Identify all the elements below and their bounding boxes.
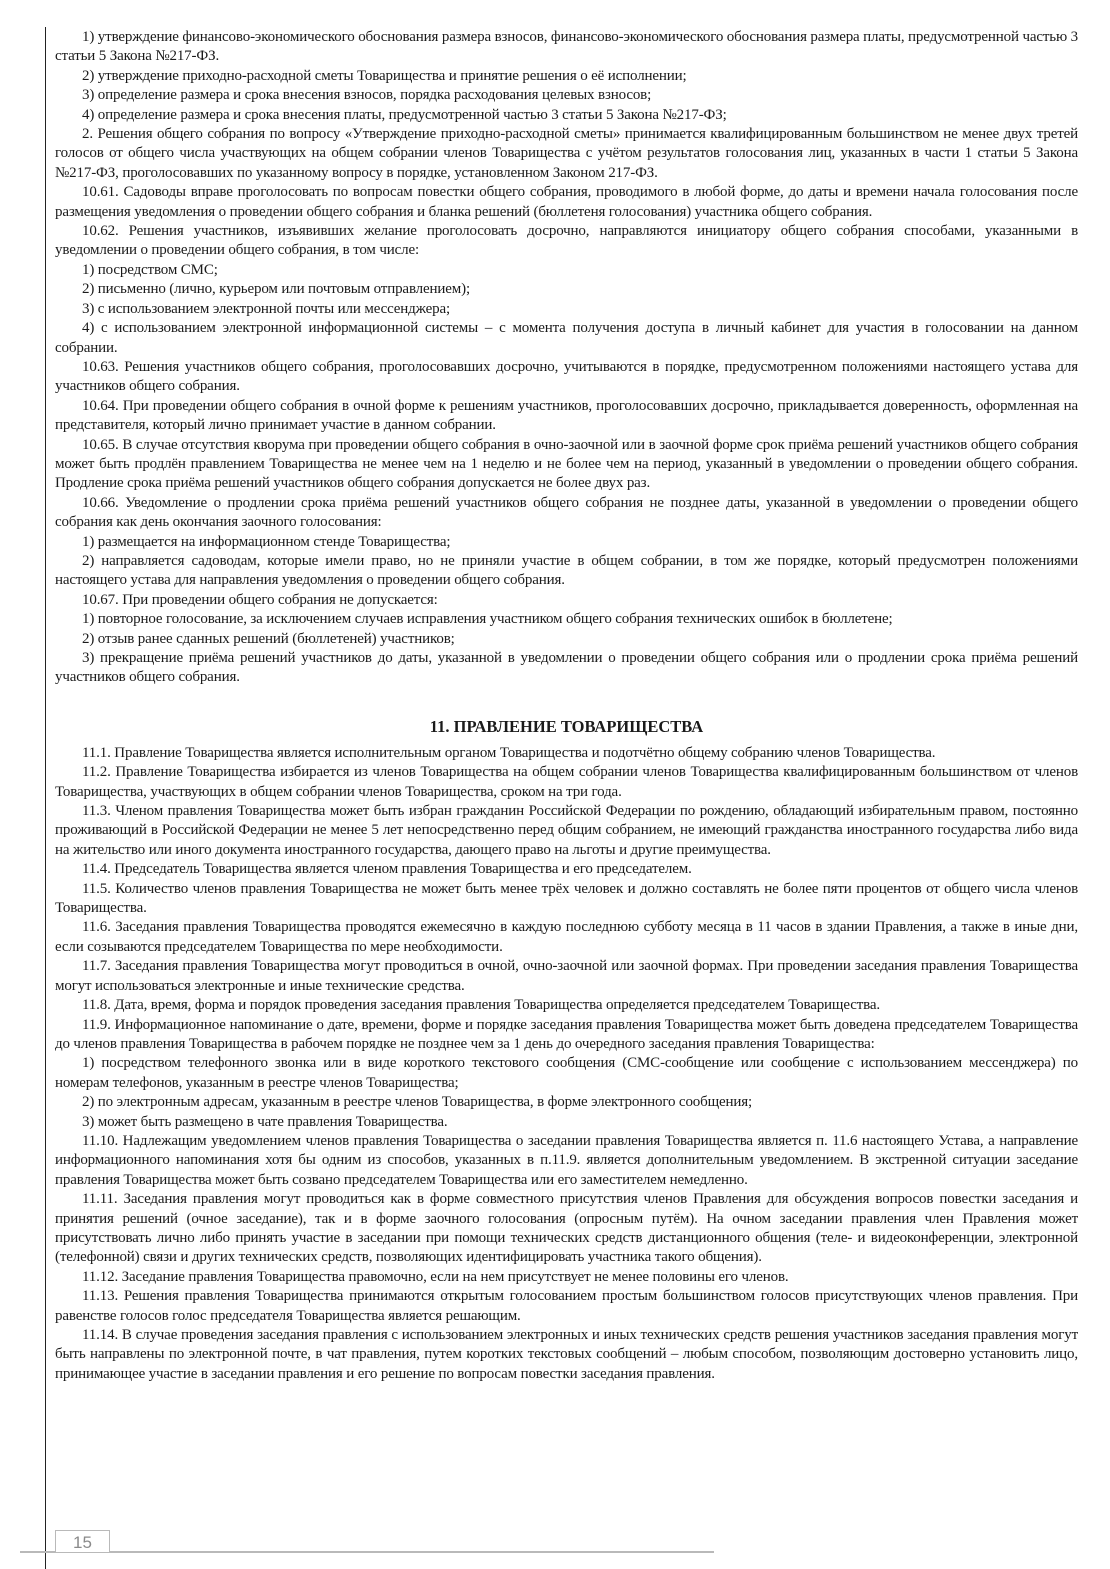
paragraph: 1) повторное голосование, за исключением случаев исправления участником общего собрания технических ошибок в бюллетене; bbox=[82, 611, 893, 628]
paragraph: 3) может быть размещено в чате правления Товарищества. bbox=[82, 1113, 448, 1130]
paragraph: 10.66. Уведомление о продлении срока приёма решений участников общего собрания не позднее даты, указанной в уведомлении о проведении общего собрания как день окончания заочного голосования: bbox=[55, 494, 1078, 531]
paragraph: 11.10. Надлежащим уведомлением членов правления Товарищества о заседании правления Товарищества является п. 11.6 настоящего Устава, а направление информационного напоминания хотя бы одним из способов, указанных в п.11.9. является дополнительным уведомлением. В экстренной ситуации заседание правления Товарищества может быть созвано председателем Товарищества или его заместителем немедленно. bbox=[55, 1132, 1078, 1188]
paragraph: 11.1. Правление Товарищества является исполнительным органом Товарищества и подотчётно общему собранию членов Товарищества. bbox=[82, 744, 936, 761]
page-number: 15 bbox=[73, 1533, 92, 1552]
paragraph: 10.61. Садоводы вправе проголосовать по вопросам повестки общего собрания, проводимого в любой форме, до даты и времени начала голосования после размещения уведомления о проведении общего собрания и бланка решений (бюллетеня голосования) участника общего собрания. bbox=[55, 184, 1078, 220]
paragraph: 11.4. Председатель Товарищества является членом правления Товарищества и его председателем. bbox=[82, 861, 692, 878]
paragraph: 10.67. При проведении общего собрания не допускается: bbox=[82, 591, 438, 608]
paragraph: 10.62. Решения участников, изъявивших желание проголосовать досрочно, направляются инициатору общего собрания способами, указанными в уведомлении о проведении общего собрания, в том числе: bbox=[55, 223, 1078, 259]
left-margin-rule bbox=[45, 27, 46, 1569]
document-body bbox=[55, 28, 1078, 1384]
paragraph: 11.12. Заседание правления Товарищества правомочно, если на нем присутствует не менее половины его членов. bbox=[82, 1268, 789, 1285]
paragraph: 11.3. Членом правления Товарищества может быть избран гражданин Российской Федерации по рождению, обладающий избирательным правом, постоянно проживающий в Российской Федерации не менее 5 лет непосредственно перед общим собранием, не имеющий гражданства иностранного государства либо вида на жительство или иного документа иностранного государства, дающего право на льготы и другие преимущества. bbox=[55, 803, 1078, 858]
section-10-continued bbox=[55, 28, 1078, 688]
paragraph: 2) утверждение приходно-расходной сметы Товарищества и принятие решения о её исполнении; bbox=[82, 67, 687, 84]
paragraph: 11.7. Заседания правления Товарищества могут проводиться в очной, очно-заочной или заочной формах. При проведении заседания правления Товарищества могут использоваться электронные и иные технические средства. bbox=[55, 958, 1078, 994]
paragraph: 4) с использованием электронной информационной системы – с момента получения доступа в личный кабинет для участия в голосовании на данном собрании. bbox=[55, 320, 1078, 356]
paragraph: 4) определение размера и срока внесения платы, предусмотренной частью 3 статьи 5 Закона №217-ФЗ; bbox=[82, 106, 727, 123]
paragraph: 11.8. Дата, время, форма и порядок проведения заседания правления Товарищества определяется председателем Товарищества. bbox=[82, 997, 880, 1014]
paragraph: 1) размещается на информационном стенде Товарищества; bbox=[82, 533, 451, 550]
paragraph: 1) посредством телефонного звонка или в виде короткого текстового сообщения (СМС-сообщение или сообщение с использованием мессенджера) по номерам телефонов, указанным в реестре членов Товарищества; bbox=[55, 1055, 1078, 1091]
paragraph: 3) определение размера и срока внесения взносов, порядка расходования целевых взносов; bbox=[82, 87, 652, 104]
paragraph: 11.2. Правление Товарищества избирается из членов Товарищества на общем собрании членов Товарищества квалифицированным большинством от членов Товарищества, участвующих в общем собрании членов Товарищества, сроком на три года. bbox=[55, 764, 1078, 800]
paragraph: 1) утверждение финансово-экономического обоснования размера взносов, финансово-экономического обоснования размера платы, предусмотренной частью 3 статьи 5 Закона №217-ФЗ. bbox=[55, 29, 1078, 65]
paragraph: 3) с использованием электронной почты или мессенджера; bbox=[82, 300, 451, 317]
paragraph: 2. Решения общего собрания по вопросу «Утверждение приходно-расходной сметы» принимается квалифицированным большинством не менее двух третей голосов от общего числа участвующих на общем собрании членов Товарищества с учётом результатов голосования лиц, указанных в части 1 статьи 5 Закона №217-ФЗ, проголосовавших по указанному вопросу в порядке, установленном Законом 217-ФЗ. bbox=[55, 126, 1078, 181]
paragraph: 10.64. При проведении общего собрания в очной форме к решениям участников, проголосовавших досрочно, прикладывается доверенность, оформленная на представителя, который лично принимает участие в данном собрании. bbox=[55, 397, 1078, 434]
paragraph: 2) отзыв ранее сданных решений (бюллетеней) участников; bbox=[82, 630, 455, 647]
paragraph: 1) посредством СМС; bbox=[82, 261, 218, 278]
paragraph: 2) по электронным адресам, указанным в реестре членов Товарищества, в форме электронного сообщения; bbox=[82, 1094, 753, 1111]
paragraph: 11.13. Решения правления Товарищества принимаются открытым голосованием простым большинством голосов присутствующих членов правления. При равенстве голосов голос председателя Товарищества является решающим. bbox=[55, 1288, 1078, 1324]
paragraph: 11.14. В случае проведения заседания правления с использованием электронных и иных технических средств решения участников заседания правления могут быть направлены по электронной почте, в чат правления, путем коротких текстовых сообщений – любым способом, позволяющим достоверно установить лицо, принимающее участие в заседании правления и его решение по вопросам повестки заседания правления. bbox=[55, 1327, 1078, 1382]
paragraph: 11.6. Заседания правления Товарищества проводятся ежемесячно в каждую последнюю субботу месяца в 11 часов в здании Правления, а также в иные дни, если созываются председателем Товарищества по мере необходимости. bbox=[55, 919, 1078, 955]
section-heading: 11. ПРАВЛЕНИЕ ТОВАРИЩЕСТВА bbox=[429, 716, 704, 736]
footer-rule bbox=[20, 1551, 714, 1553]
paragraph: 10.63. Решения участников общего собрания, проголосовавших досрочно, учитываются в порядке, предусмотренном положениями настоящего устава для участников общего собрания. bbox=[55, 358, 1078, 395]
section-11 bbox=[55, 744, 1078, 1384]
paragraph: 11.9. Информационное напоминание о дате, времени, форме и порядке заседания правления Товарищества может быть доведена председателем Товарищества до членов правления Товарищества в рабочем порядке не позднее чем за 1 день до очередного заседания правления Товарищества: bbox=[55, 1016, 1078, 1052]
paragraph: 2) направляется садоводам, которые имели право, но не приняли участие в общем собрании, в том же порядке, который предусмотрен положениями настоящего устава для направления уведомления о проведении общего собрания. bbox=[55, 552, 1078, 589]
paragraph: 2) письменно (лично, курьером или почтовым отправлением); bbox=[82, 281, 470, 298]
paragraph: 11.5. Количество членов правления Товарищества не может быть менее трёх человек и должно составлять не более пяти процентов от общего числа членов Товарищества. bbox=[55, 880, 1078, 917]
paragraph: 3) прекращение приёма решений участников до даты, указанной в уведомлении о проведении общего собрания или о продлении срока приёма решений участников общего собрания. bbox=[55, 650, 1078, 686]
paragraph: 10.65. В случае отсутствия кворума при проведении общего собрания в очно-заочной или в заочной форме срок приёма решений участников общего собрания может быть продлён правлением Товарищества не менее чем на 1 неделю и не более чем на период, указанный в уведомлении о проведении общего собрания. Продление срока приёма решений участников общего собрания допускается не более двух раз. bbox=[55, 436, 1078, 492]
paragraph: 11.11. Заседания правления могут проводиться как в форме совместного присутствия членов Правления для обсуждения вопросов повестки заседания и принятия решений (очное заседание), так и в форме заочного голосования (опросным путём). На очном заседании правления член Правления может присутствовать лично либо принять участие в заседании при помощи технических средств дистанционного общения (теле- и видеоконференции, электронной (телефонной) связи и других технических средств, позволяющих идентифицировать участника такого общения). bbox=[55, 1191, 1078, 1266]
